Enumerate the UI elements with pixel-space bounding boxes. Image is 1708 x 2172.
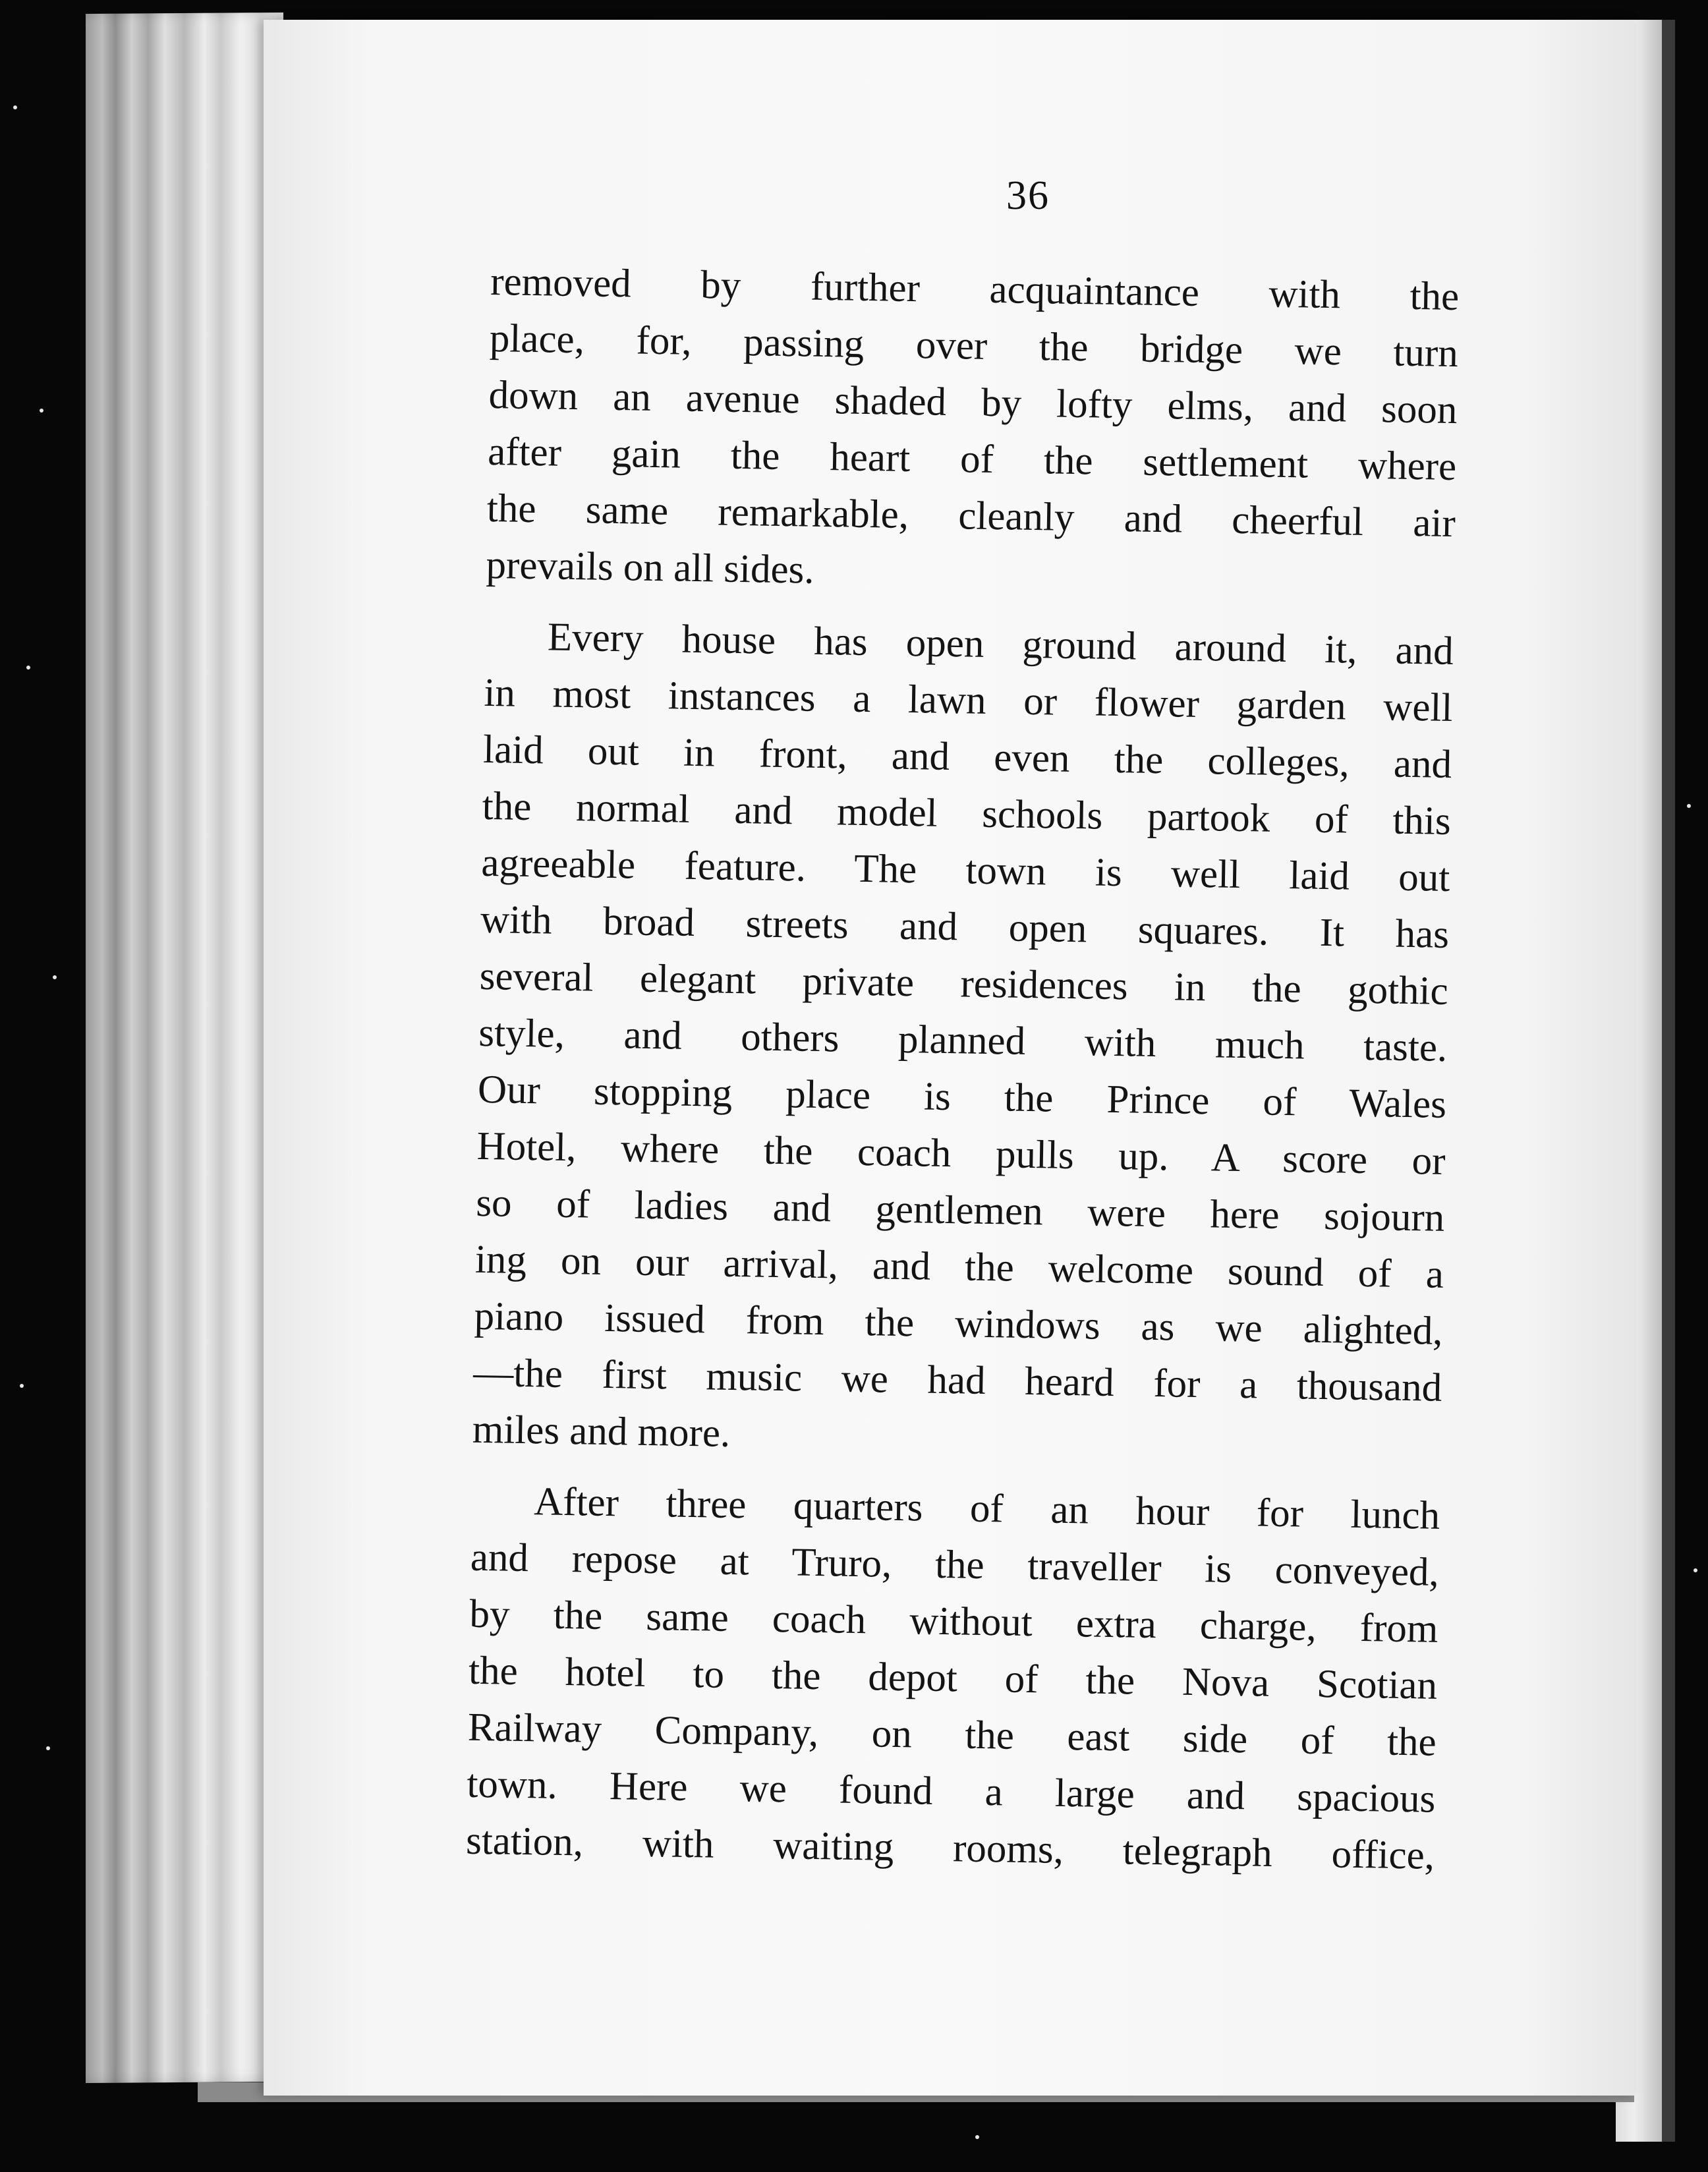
text-line: ing on our arrival, and the welcome sound of a [474,1237,1444,1297]
scan-speck [53,975,57,979]
scan-speck [1694,1568,1697,1572]
page-number: 36 [1006,173,1050,218]
text-line: the hotel to the depot of the Nova Scotian [468,1648,1438,1708]
text-line: with broad streets and open squares. It has [480,897,1450,957]
text-line: After three quarters of an hour for lunch [533,1479,1440,1538]
text-line: style, and others planned with much taste. [478,1010,1448,1070]
text-line: prevails on all sides. [486,542,815,592]
text-line: Railway Company, on the east side of the [467,1705,1437,1765]
scan-speck [40,409,43,413]
facing-page-shadow [1661,20,1675,2142]
text-line: by the same coach without extra charge, from [469,1591,1438,1651]
text-line: in most instances a lawn or flower garden well [484,670,1453,731]
text-line: agreeable feature. The town is well laid out [480,840,1450,900]
text-line: the same remarkable, cleanly and cheerful air [486,486,1456,546]
text-line: —the first music we had heard for a thousand [472,1350,1442,1410]
text-line: town. Here we found a large and spacious [466,1761,1436,1821]
page-block-edges [86,13,283,2083]
scan-speck [26,666,30,670]
text-line: laid out in front, and even the colleges, and [482,727,1452,787]
body-text [465,254,1459,1885]
text-line: station, with waiting rooms, telegraph office, [465,1818,1435,1878]
text-line: removed by further acquaintance with the [490,259,1460,320]
scan-speck [46,1746,50,1750]
text-line: after gain the heart of the settlement where [487,429,1457,490]
text-line: place, for, passing over the bridge we turn [489,316,1459,376]
text-line: piano issued from the windows as we alighted, [474,1294,1444,1354]
scan-speck [975,2135,979,2139]
scan-speck [1687,804,1691,808]
text-line: Hotel, where the coach pulls up. A score or [476,1124,1446,1184]
text-line: Our stopping place is the Prince of Wales [477,1067,1447,1127]
text-line: down an avenue shaded by lofty elms, and soon [488,372,1458,433]
text-line: Every house has open ground around it, and [547,615,1454,674]
text-line: several elegant private residences in the gothic [479,954,1449,1014]
text-line: the normal and model schools partook of this [482,784,1452,843]
scan-speck [20,1384,24,1388]
scan-speck [13,105,17,109]
text-line: and repose at Truro, the traveller is conveyed, [470,1535,1440,1595]
text-line: miles and more. [472,1407,731,1456]
text-line: so of ladies and gentlemen were here sojourn [475,1180,1445,1240]
